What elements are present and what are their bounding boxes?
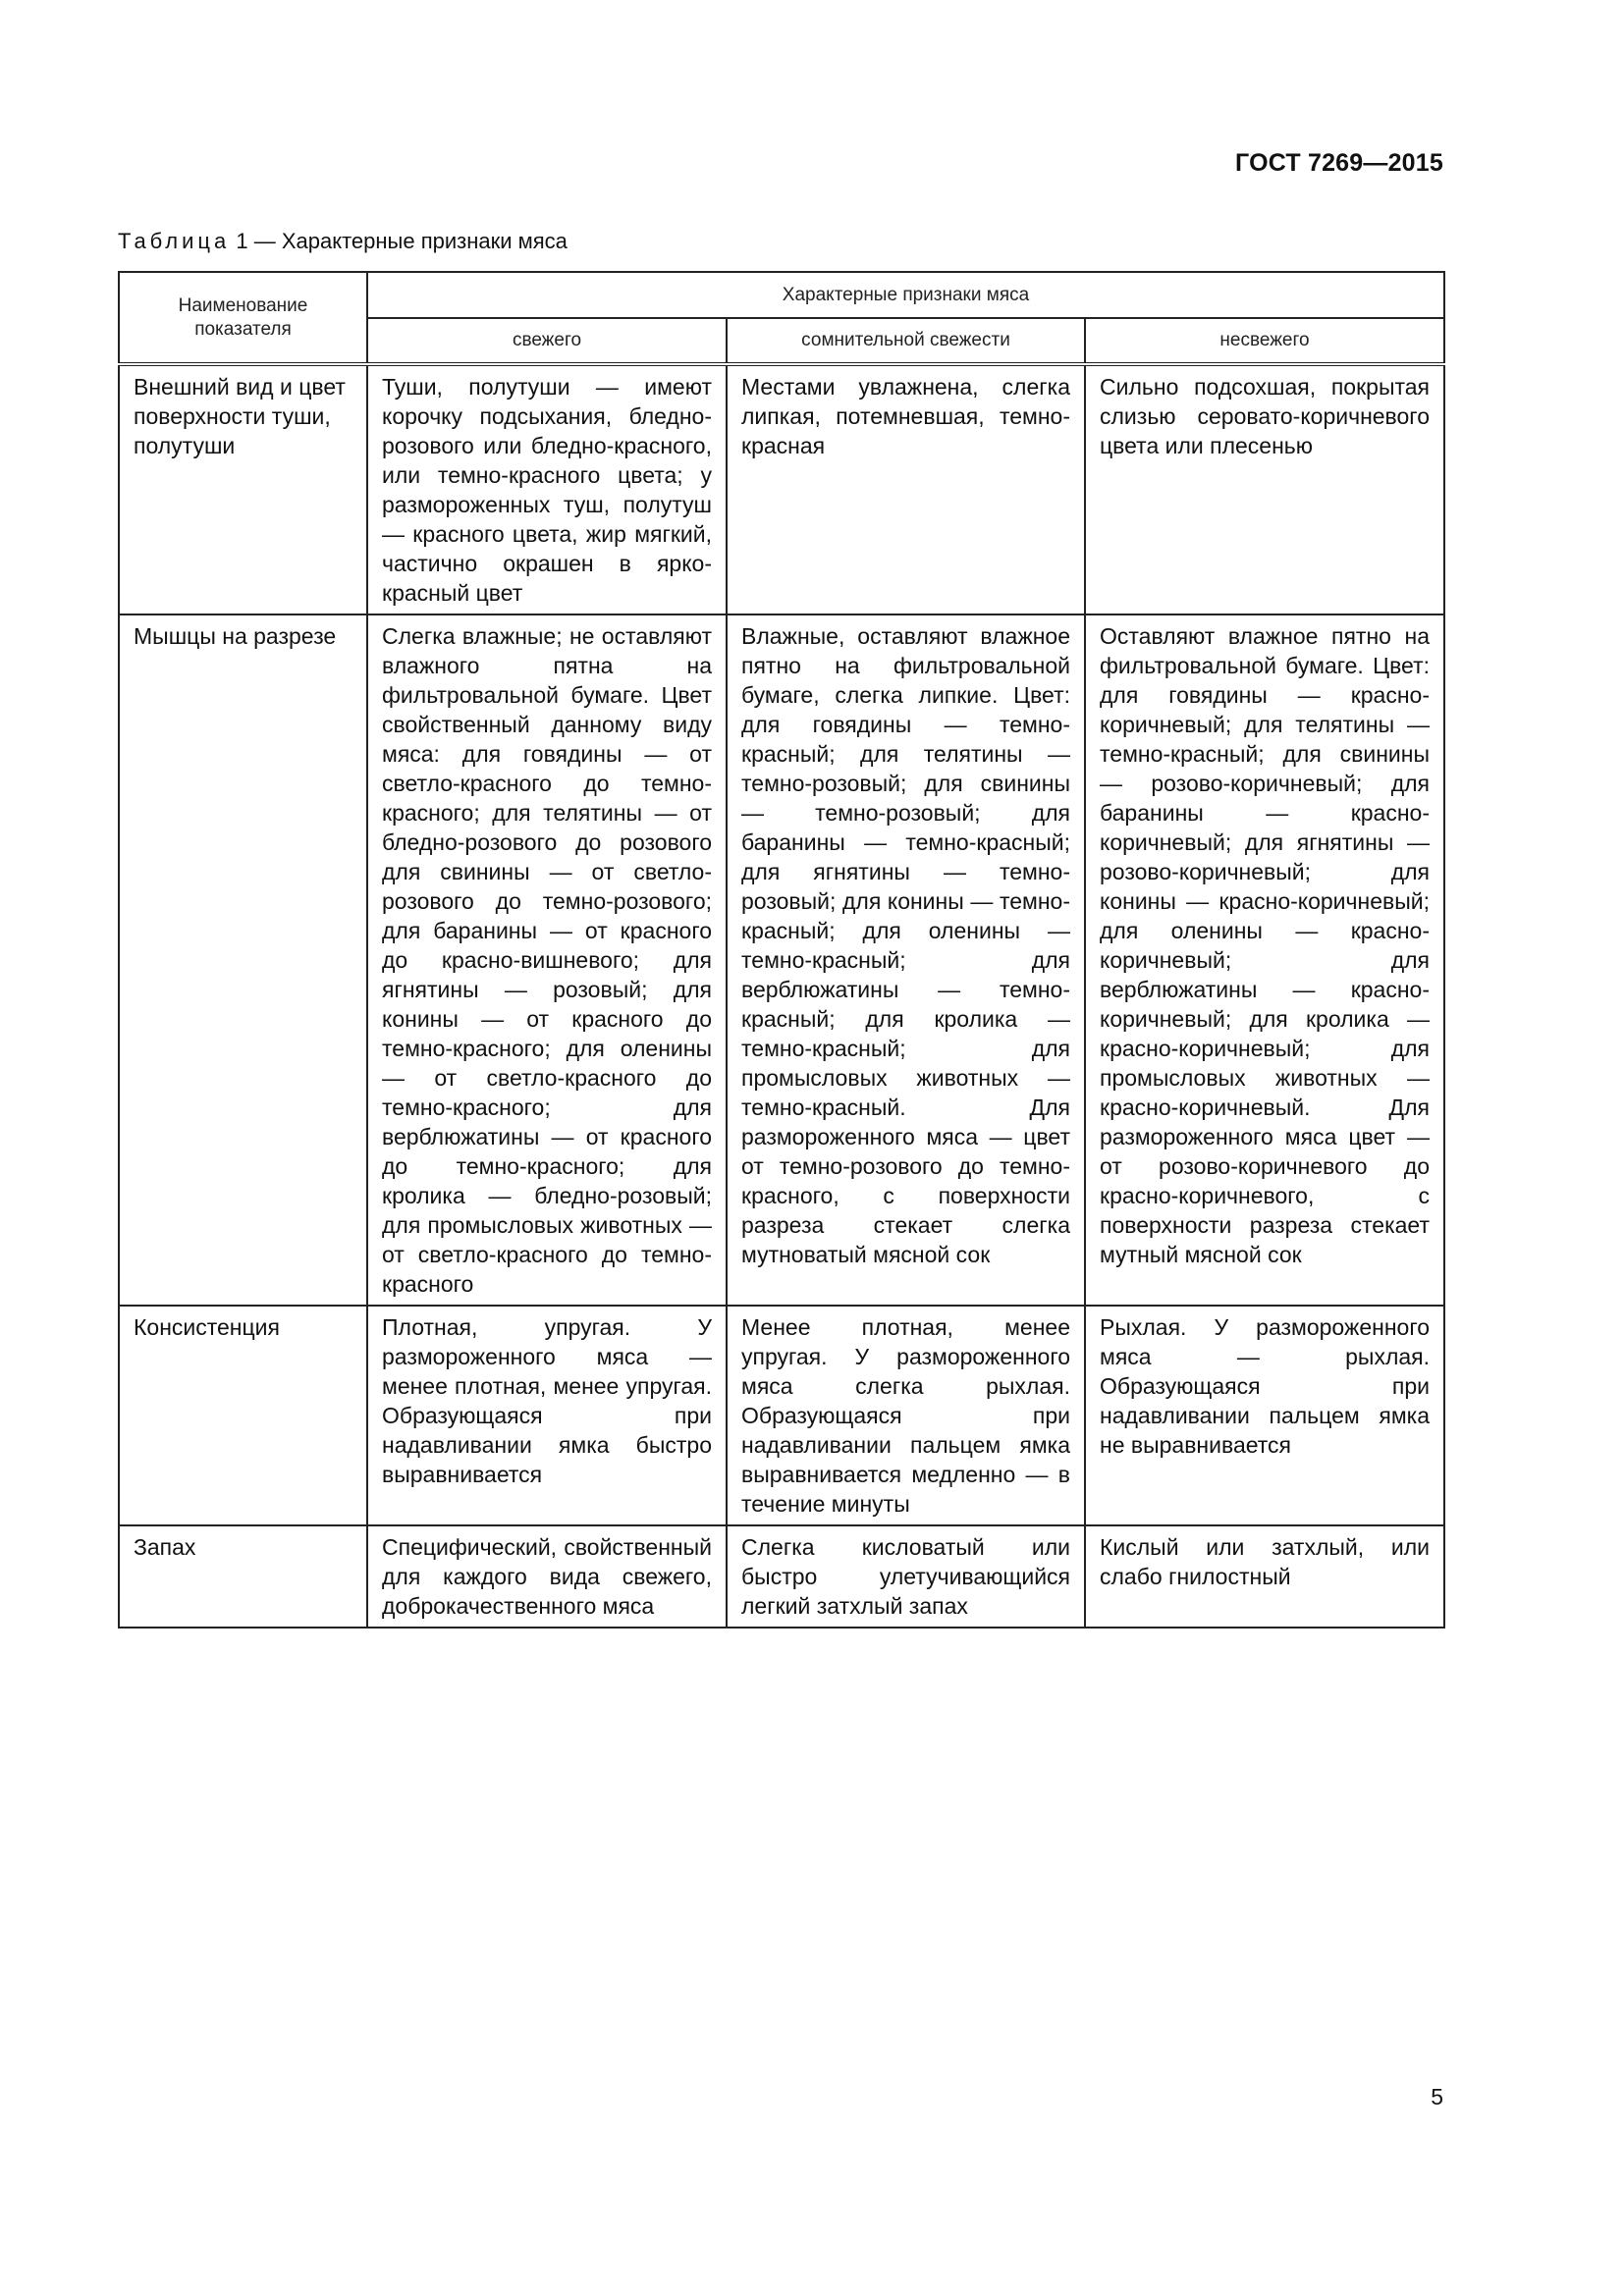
header-row-1: [119, 272, 1444, 318]
doubtful-cell: Местами увлажнена, слегка липкая, потемневшая, темно-красная: [727, 364, 1085, 614]
document-code: ГОСТ 7269—2015: [1235, 149, 1443, 177]
row-name-cell: Мышцы на разрезе: [119, 614, 367, 1306]
fresh-cell: Туши, полутуши — имеют корочку подсыхания, бледно-розового или бледно-красного, или темно-красного цвета; у размороженных туш, полутуш — красного цвета, жир мягкий, частично окрашен в ярко-красный цвет: [367, 364, 727, 614]
group-column-header: Характерные признаки мяса: [367, 272, 1444, 318]
table-caption-text: 1 — Характерные признаки мяса: [230, 229, 568, 253]
table-caption: [118, 229, 568, 254]
param-column-header: Наименование показателя: [119, 272, 367, 364]
column-header-doubtful: сомнительной свежести: [727, 318, 1085, 364]
page-number: 5: [1431, 2084, 1443, 2109]
fresh-cell: Слегка влажные; не оставляют влажного пятна на фильтровальной бумаге. Цвет свойственный данному виду мяса: для говядины — от светло-красного до темно-красного; для телятины — от бледно-розового до розового для свинины — от светло-розового до темно-розового; для баранины — от красного до красно-вишневого; для ягнятины — розовый; для конины — от красного до темно-красного; для оленины — от светло-красного до темно-красного; для верблюжатины — от красного до темно-красного; для кролика — бледно-розовый; для промысловых животных — от светло-красного до темно-красного: [367, 614, 727, 1306]
fresh-cell: Плотная, упругая. У размороженного мяса — менее плотная, менее упругая. Образующаяся при надавливании ямка быстро выравнивается: [367, 1306, 727, 1525]
row-name-cell: Внешний вид и цвет поверхности туши, полутуши: [119, 364, 367, 614]
doubtful-cell: Слегка кисловатый или быстро улетучивающийся легкий затхлый запах: [727, 1525, 1085, 1628]
doubtful-cell: Влажные, оставляют влажное пятно на фильтровальной бумаге, слегка липкие. Цвет: для говядины — темно-красный; для телятины — темно-розовый; для свинины — темно-розовый; для баранины — темно-красный; для ягнятины — темно-розовый; для конины — темно-красный; для оленины — темно-красный; для верблюжатины — темно-красный; для кролика — темно-красный; для промысловых животных — темно-красный. Для размороженного мяса — цвет от темно-розового до темно-красного, с поверхности разреза стекает слегка мутноватый мясной сок: [727, 614, 1085, 1306]
table-body: [119, 364, 1444, 1628]
row-name-cell: Запах: [119, 1525, 367, 1628]
column-header-stale: несвежего: [1085, 318, 1444, 364]
fresh-cell: Специфический, свойственный для каждого вида свежего, доброкачественного мяса: [367, 1525, 727, 1628]
stale-cell: Оставляют влажное пятно на фильтровальной бумаге. Цвет: для говядины — красно-коричневый; для телятины — темно-красный; для свинины — розово-коричневый; для баранины — красно-коричневый; для ягнятины — розово-коричневый; для конины — красно-коричневый; для оленины — красно-коричневый; для верблюжатины — красно-коричневый; для кролика — красно-коричневый; для промысловых животных — красно-коричневый. Для размороженного мяса цвет — от розово-коричневого до красно-коричневого, с поверхности разреза стекает мутный мясной сок: [1085, 614, 1444, 1306]
stale-cell: Рыхлая. У размороженного мяса — рыхлая. Образующаяся при надавливании пальцем ямка не выравнивается: [1085, 1306, 1444, 1525]
doubtful-cell: Менее плотная, менее упругая. У размороженного мяса слегка рыхлая. Образующаяся при надавливании пальцем ямка выравнивается медленно — в течение минуты: [727, 1306, 1085, 1525]
stale-cell: Кислый или затхлый, или слабо гнилостный: [1085, 1525, 1444, 1628]
table-row: [119, 364, 1444, 614]
table-caption-label: Таблица: [118, 229, 231, 253]
row-name-cell: Консистенция: [119, 1306, 367, 1525]
meat-characteristics-table: [118, 271, 1445, 1629]
table-row: [119, 1306, 1444, 1525]
table-header: [119, 272, 1444, 364]
table-row: [119, 614, 1444, 1306]
stale-cell: Сильно подсохшая, покрытая слизью серовато-коричневого цвета или плесенью: [1085, 364, 1444, 614]
column-header-fresh: свежего: [367, 318, 727, 364]
table-row: [119, 1525, 1444, 1628]
